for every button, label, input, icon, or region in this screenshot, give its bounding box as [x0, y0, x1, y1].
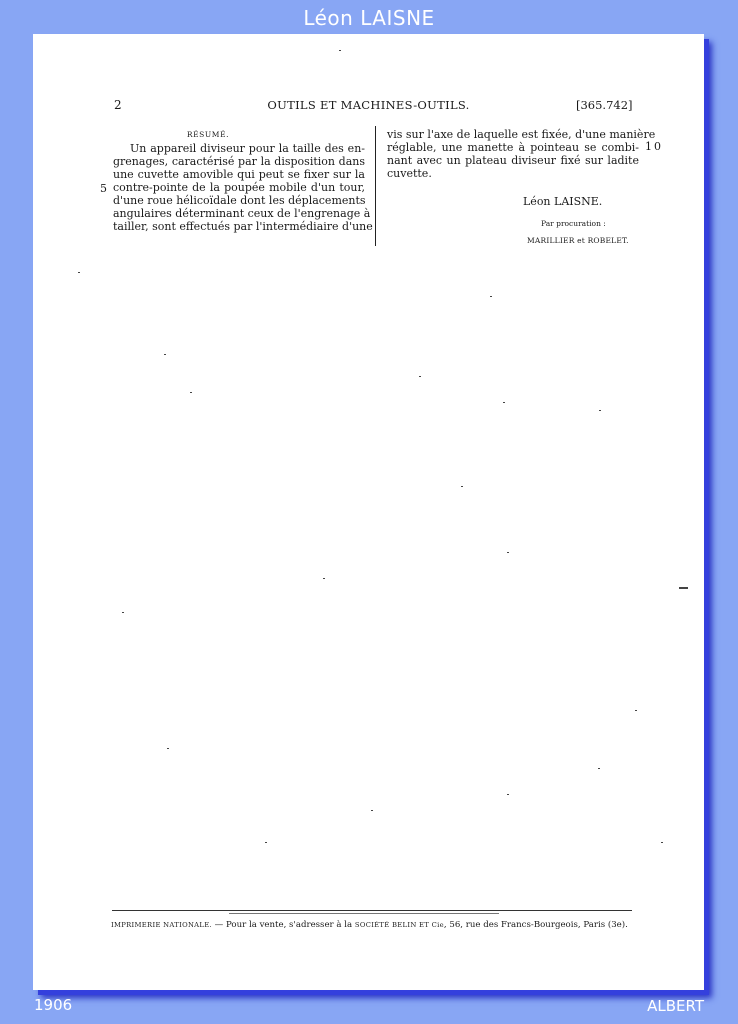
scan-speck: [461, 486, 463, 487]
summary-heading: RÉSUMÉ.: [186, 130, 230, 139]
scan-speck: [122, 612, 124, 613]
summary-line: une cuvette amovible qui peut se fixer sur la: [113, 168, 365, 181]
scan-speck: [503, 402, 505, 403]
summary-line: contre-pointe de la poupée mobile d'un tour,: [113, 181, 365, 194]
scan-speck: [164, 354, 166, 355]
printer-footer: [111, 920, 641, 930]
summary-line: angulaires déterminant ceux de l'engrenage à: [113, 207, 371, 220]
footer-rule-secondary: [229, 913, 499, 914]
summary-line: Un appareil diviseur pour la taille des en-: [130, 142, 365, 155]
scan-speck: [323, 578, 325, 579]
summary-line: vis sur l'axe de laquelle est fixée, d'une manière: [387, 128, 656, 141]
patent-agents: MARILLIER et ROBELET.: [527, 236, 629, 245]
summary-line: cuvette.: [387, 167, 432, 180]
footer-address: , 56, rue des Francs-Bourgeois, Paris (3e).: [443, 920, 628, 930]
scan-speck: [507, 552, 509, 553]
line-number-5: 5: [100, 182, 107, 195]
document-page: [33, 34, 704, 990]
line-number-10: 10: [645, 140, 663, 153]
inventor-signature: Léon LAISNE.: [523, 195, 603, 208]
summary-line: grenages, caractérisé par la disposition dans: [113, 155, 365, 168]
footer-rule: [112, 910, 632, 911]
summary-line: réglable, une manette à pointeau se combi-: [387, 141, 639, 154]
scan-speck: [507, 794, 509, 795]
scan-speck: [339, 50, 341, 51]
column-divider: [375, 126, 376, 246]
frame-title: Léon LAISNE: [303, 6, 435, 30]
scan-speck: [661, 842, 663, 843]
frame-year: 1906: [34, 996, 73, 1014]
footer-company: SOCIÉTÉ BELIN ET Cie: [354, 921, 444, 929]
summary-line: d'une roue hélicoïdale dont les déplacements: [113, 194, 366, 207]
page-header-title: OUTILS ET MACHINES-OUTILS.: [267, 98, 470, 112]
frame-author: ALBERT: [647, 997, 704, 1015]
scan-speck: [190, 392, 192, 393]
summary-line: tailler, sont effectués par l'intermédiaire d'une: [113, 220, 373, 233]
scan-speck: [599, 410, 601, 411]
scan-speck: [490, 296, 492, 297]
page-number: 2: [114, 98, 122, 112]
scan-speck: [635, 710, 637, 711]
summary-left-column: [113, 128, 373, 233]
scan-speck: [679, 587, 688, 589]
patent-number: [365.742]: [576, 98, 633, 112]
scan-speck: [167, 748, 169, 749]
printer-name: IMPRIMERIE NATIONALE.: [111, 921, 212, 929]
scan-speck: [419, 376, 421, 377]
by-proxy-label: Par procuration :: [541, 219, 606, 228]
scan-speck: [78, 272, 80, 273]
footer-text: — Pour la vente, s'adresser à la: [211, 920, 355, 930]
scan-speck: [598, 768, 600, 769]
scan-speck: [265, 842, 267, 843]
scan-speck: [371, 810, 373, 811]
summary-line: nant avec un plateau diviseur fixé sur ladite: [387, 154, 639, 167]
